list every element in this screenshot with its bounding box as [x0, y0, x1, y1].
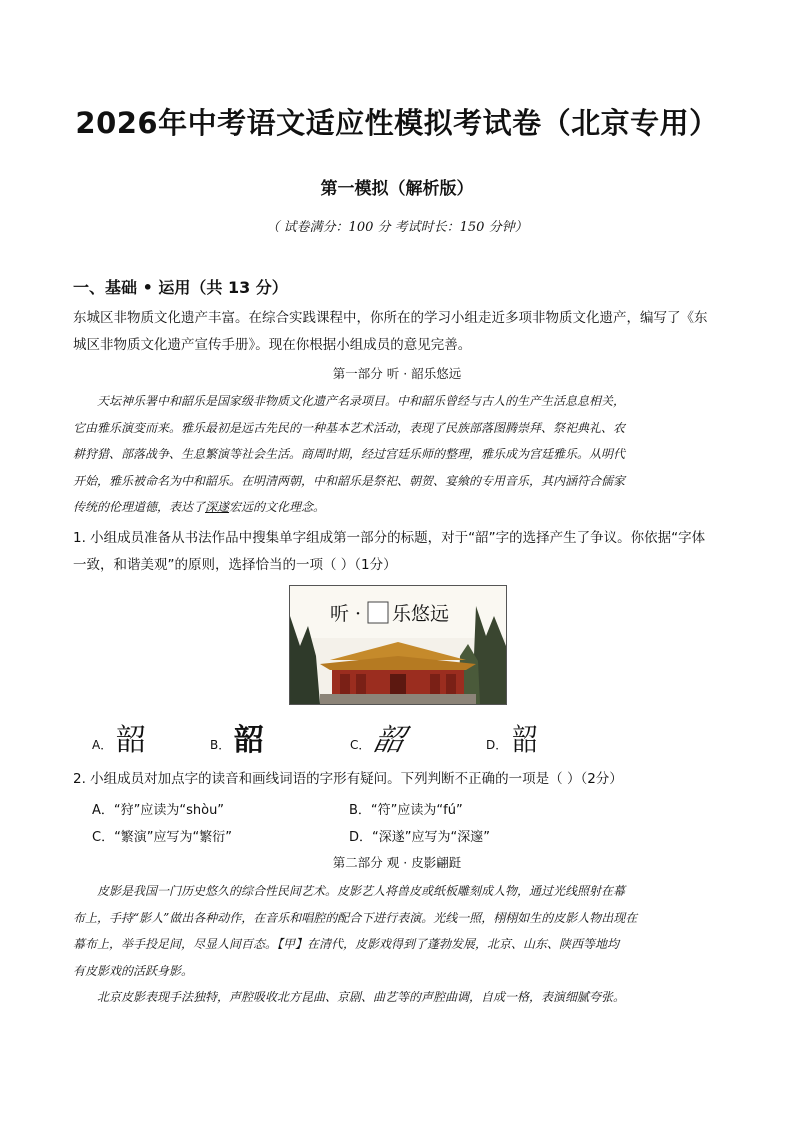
palace-illustration	[290, 586, 506, 704]
intro-paragraph	[73, 305, 729, 359]
calligraphy-glyph: 韶	[512, 723, 538, 758]
question-1-options	[92, 722, 612, 762]
option-label: A．	[92, 738, 113, 752]
passage-line: 耕狩猎、部落战争、生息繁演等社会生活。商周时期，经过宫廷乐师的整理，雅乐成为宫廷雅乐。从明代	[73, 447, 626, 461]
passage-line: 幕布上，举手投足间，尽显人间百态。【甲】在清代，皮影戏得到了蓬勃发展，北京、山东、陕西等地均	[73, 937, 620, 951]
part1-passage	[73, 388, 729, 521]
intro-line: 城区非物质文化遗产宣传手册》。现在你根据小组成员的意见完善。	[73, 337, 472, 353]
option-label: B．	[210, 738, 231, 752]
question-2-stem: 2. 小组成员对加点字的读音和画线词语的字形有疑问。下列判断不正确的一项是（ ）（2分）	[73, 771, 623, 787]
intro-line: 东城区非物质文化遗产丰富。在综合实践课程中，你所在的学习小组走近多项非物质文化遗产，编写了《东	[73, 310, 708, 326]
underlined-word: 深遂	[205, 500, 230, 514]
calligraphy-glyph: 韶	[370, 723, 408, 758]
page-title: 2026年中考语文适应性模拟考试卷（北京专用）	[75, 106, 719, 140]
option-label: C．	[350, 738, 371, 752]
passage-line: 它由雅乐演变而来。雅乐最初是远古先民的一种基本艺术活动，表现了民族部落图腾崇拜、祭祀典礼、农	[73, 420, 626, 435]
passage-line: 开始，雅乐被命名为中和韶乐。在明清两朝，中和韶乐是祭祀、朝贺、宴飨的专用音乐，其内涵符合儒家	[73, 473, 626, 488]
passage-line: 皮影是我国一门历史悠久的综合性民间艺术。皮影艺人将兽皮或纸板雕刻成人物，通过光线照射在幕	[97, 884, 626, 898]
section-heading: 一、基础 • 运用（共 13 分）	[73, 278, 288, 297]
caption-right: 乐悠远	[392, 603, 450, 625]
question-1-line: 一致，和谐美观”的原则，选择恰当的一项（ ）（1分）	[73, 557, 397, 573]
question-2-option-a[interactable]: A．“狩”应读为“shòu”	[92, 803, 225, 818]
question-2-option-c[interactable]: C．“繁演”应写为“繁衍”	[92, 830, 233, 845]
passage-line-start: 传统的伦理道德，表达了	[73, 500, 206, 514]
caption-left: 听 ·	[330, 603, 362, 625]
calligraphy-glyph: 韶	[116, 723, 146, 758]
passage-line: 北京皮影表现手法独特，声腔吸收北方昆曲、京剧、曲艺等的声腔曲调，自成一格，表演细腻夸张。	[97, 990, 626, 1004]
passage-line	[73, 494, 729, 521]
palace-photo	[289, 585, 507, 705]
question-1-line: 1. 小组成员准备从书法作品中搜集单字组成第一部分的标题，对于“韶”字的选择产生了争议。你依据“字体	[73, 530, 706, 546]
passage-line: 有皮影戏的活跃身影。	[73, 963, 194, 978]
exam-info: （ 试卷满分：100 分 考试时长：150 分钟）	[266, 220, 528, 235]
option-label: D．	[486, 738, 508, 752]
part2-title: 第二部分 观 · 皮影翩跹	[332, 855, 462, 870]
part1-title: 第一部分 听 · 韶乐悠远	[332, 366, 462, 381]
question-1	[73, 525, 729, 579]
passage-line: 天坛神乐署中和韶乐是国家级非物质文化遗产名录项目。中和韶乐曾经与古人的生产生活息息相关，	[97, 394, 626, 408]
passage-line: 布上，手持“影人”做出各种动作，在音乐和唱腔的配合下进行表演。光线一照，栩栩如生的皮影人物出现在	[73, 910, 638, 925]
part2-passage	[73, 878, 729, 1011]
question-2-option-d[interactable]: D．“深遂”应写为“深邃”	[349, 830, 490, 845]
passage-line-end: 宏远的文化理念。	[229, 500, 326, 514]
calligraphy-glyph: 韶	[234, 723, 264, 758]
blank-box	[368, 602, 388, 623]
page-subtitle: 第一模拟（解析版）	[320, 179, 474, 199]
question-2-option-b[interactable]: B．“符”应读为“fú”	[349, 803, 463, 818]
